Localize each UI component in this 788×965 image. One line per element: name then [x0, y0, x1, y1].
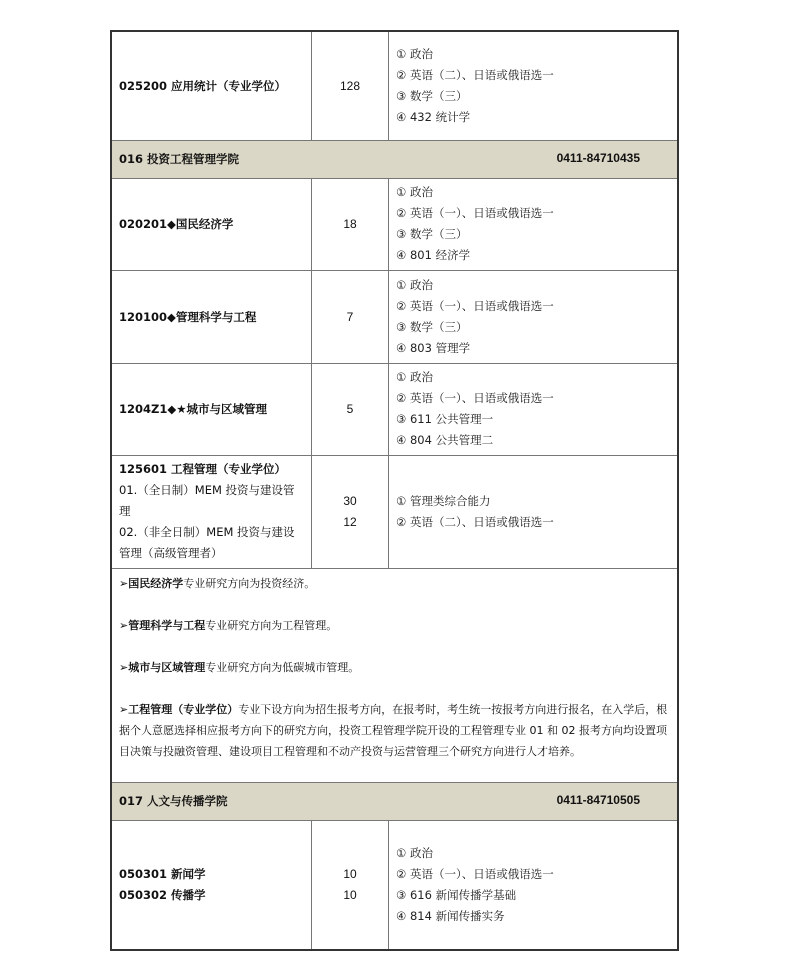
subject: ④ 803 管理学 [396, 340, 471, 355]
exam-subjects [389, 455, 679, 568]
exam-subjects [389, 178, 679, 270]
department-phone: 0411-84710505 [556, 793, 640, 807]
major-name [111, 820, 312, 950]
subject: ① 政治 [396, 185, 433, 199]
major-name: 020201◆国民经济学 [111, 178, 312, 270]
notes-row [111, 568, 678, 782]
subject: ① 管理类综合能力 [396, 493, 491, 508]
subject: ③ 数学（三） [396, 227, 468, 241]
subject: ① 政治 [396, 46, 433, 61]
subject: ② 英语（一）、日语或俄语选一 [396, 298, 554, 313]
quota: 7 [312, 270, 389, 363]
subject: ③ 611 公共管理一 [396, 412, 494, 426]
major-title: 050301 新闻学 [119, 866, 206, 881]
exam-subjects [389, 270, 679, 363]
table-row [111, 270, 678, 363]
table-row [111, 455, 678, 568]
quota [312, 455, 389, 568]
subject: ② 英语（一）、日语或俄语选一 [396, 866, 554, 881]
table-row [111, 820, 678, 950]
subject: ④ 801 经济学 [396, 248, 471, 262]
subject: ② 英语（二）、日语或俄语选一 [396, 67, 554, 82]
subject: ③ 数学（三） [396, 319, 468, 334]
department-name: 016 投资工程管理学院 [119, 152, 240, 166]
quota-value: 10 [343, 887, 357, 902]
major-name: 025200 应用统计（专业学位） [111, 31, 312, 140]
department-phone: 0411-84710435 [556, 151, 640, 165]
exam-subjects [389, 363, 679, 455]
subject: ③ 数学（三） [396, 88, 468, 103]
major-title: 125601 工程管理（专业学位） [119, 462, 287, 476]
note: ➢城市与区域管理专业研究方向为低碳城市管理。 [119, 660, 360, 674]
subject: ① 政治 [396, 370, 433, 384]
subject: ② 英语（二）、日语或俄语选一 [396, 514, 554, 529]
subject: ④ 804 公共管理二 [396, 433, 494, 447]
department-name: 017 人文与传播学院 [119, 794, 228, 808]
quota: 128 [312, 31, 389, 140]
subject: ① 政治 [396, 277, 433, 292]
major-name [111, 455, 312, 568]
quota-value: 30 [343, 493, 357, 508]
exam-subjects [389, 820, 679, 950]
note: ➢工程管理（专业学位）专业下设方向为招生报考方向，在报考时，考生统一按报考方向进行报名，在入学后，根据个人意愿选择相应报考方向下的研究方向，投资工程管理学院开设的工程管理专业 01 和 02 报考方向均设置项目决策与投融资管理、建设项目工程管理和不动产投资与运营管理三个研究方向进行人才培养。 [119, 702, 668, 758]
quota-value: 10 [343, 866, 357, 881]
subject: ① 政治 [396, 845, 433, 860]
department-header [111, 140, 678, 178]
major-title: 050302 传播学 [119, 887, 206, 902]
subject: ④ 432 统计学 [396, 109, 471, 124]
subject: ④ 814 新闻传播实务 [396, 908, 505, 923]
admissions-table [110, 30, 679, 951]
table-row [111, 178, 678, 270]
major-name: 120100◆管理科学与工程 [111, 270, 312, 363]
table-row [111, 31, 678, 140]
table-row [111, 363, 678, 455]
subject: ③ 616 新闻传播学基础 [396, 887, 517, 902]
note: ➢国民经济学专业研究方向为投资经济。 [119, 576, 316, 590]
quota [312, 820, 389, 950]
quota: 5 [312, 363, 389, 455]
major-name: 1204Z1◆★城市与区域管理 [111, 363, 312, 455]
direction: 02.（非全日制）MEM 投资与建设管理（高级管理者） [119, 525, 295, 560]
department-header [111, 782, 678, 820]
direction: 01.（全日制）MEM 投资与建设管理 [119, 483, 295, 518]
subject: ② 英语（一）、日语或俄语选一 [396, 206, 554, 220]
note: ➢管理科学与工程专业研究方向为工程管理。 [119, 618, 338, 632]
exam-subjects [389, 31, 679, 140]
subject: ② 英语（一）、日语或俄语选一 [396, 391, 554, 405]
quota: 18 [312, 178, 389, 270]
quota-value: 12 [343, 514, 357, 529]
